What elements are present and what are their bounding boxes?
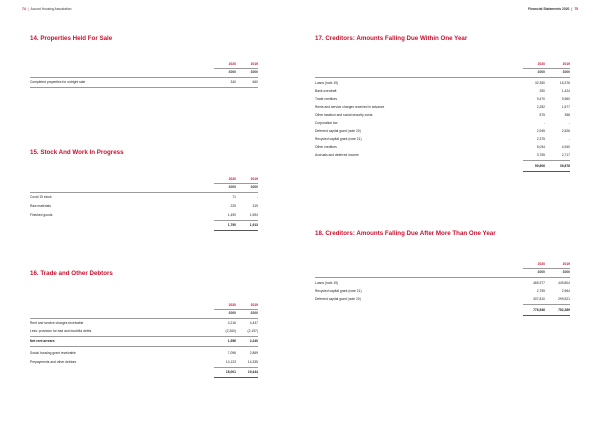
note15-table <box>30 175 258 235</box>
note16-heading: 16. Trade and Other Debtors <box>30 270 113 277</box>
note18-table <box>315 260 570 330</box>
total-row: 59,606 39,878 <box>534 164 570 168</box>
note18-heading: 18. Creditors: Amounts Falling Due After More Than One Year <box>315 230 496 237</box>
table-row: Finished goods 1,490 1,594 <box>30 213 258 217</box>
unit-row: £000 £000 <box>228 311 258 315</box>
year-row: 2020 2019 <box>228 177 258 181</box>
note17-table <box>315 60 570 196</box>
total-row: 18,001 19,444 <box>225 370 258 374</box>
document-title: Financial Statements 2020 <box>528 7 570 11</box>
note17-heading: 17. Creditors: Amounts Falling Due Within One Year <box>315 35 468 42</box>
total-row: 776,546 752,289 <box>533 308 570 312</box>
table-row: Other taxation and social security costs 875 358 <box>315 113 570 117</box>
table-row: Deferred capital grant (note 20) 307,810 299,521 <box>315 297 570 301</box>
table-row: Rents and service charges received in advance 2,252 1,577 <box>315 105 570 109</box>
year-row: 2020 2019 <box>228 62 258 66</box>
unit-row: £000 £000 <box>537 270 570 274</box>
table-row: Completed properties for outright sale 340 660 <box>30 80 258 84</box>
table-row: Covid 19 stock 71 - <box>30 195 258 199</box>
page-number-left: 74 <box>22 7 26 11</box>
table-row: Recycled capital grant (note 21) 2,759 2,964 <box>315 289 570 293</box>
page-number-right: 75 <box>574 7 578 11</box>
table-row: Prepayments and other debtors 14,123 14,335 <box>30 360 258 364</box>
year-row: 2020 2019 <box>537 62 570 66</box>
table-row: Bank overdraft 250 1,424 <box>315 89 570 93</box>
table-row: Social housing grant receivable 7,096 2,869 <box>30 351 258 355</box>
running-header-left: 74 | Accord Housing Association <box>22 7 72 11</box>
table-row: Trade creditors 9,470 9,960 <box>315 97 570 101</box>
table-row: Deferred capital grant (note 20) 2,945 2,526 <box>315 129 570 133</box>
table-row: Recycled capital grant (note 21) 2,375 - <box>315 137 570 141</box>
table-row: Loans (note 19) 32,350 16,376 <box>315 81 570 85</box>
year-row: 2020 2019 <box>228 303 258 307</box>
unit-row: £000 £000 <box>537 70 570 74</box>
table-row: Accruals and deferred income 3,755 2,717 <box>315 153 570 157</box>
table-row: Other creditors 5,034 4,940 <box>315 145 570 149</box>
running-header-right: Financial Statements 2020 | 75 <box>528 7 578 11</box>
net-rent-arrears-row: Net rent arrears 1,956 2,240 <box>30 339 258 343</box>
note16-table <box>30 301 258 391</box>
table-row: Loans (note 19) 465,977 449,804 <box>315 281 570 285</box>
table-row: Raw materials 229 319 <box>30 204 258 208</box>
table-row: Rent and service charges receivable 4,216 4,437 <box>30 321 258 325</box>
note14-table <box>30 60 258 96</box>
year-row: 2020 2019 <box>537 262 570 266</box>
table-row: Corporation tax - - <box>315 121 570 125</box>
organisation-name: Accord Housing Association <box>30 7 72 11</box>
table-row: Less: provision for bad and doubtful debts (2,260) (2,197) <box>30 329 258 333</box>
note14-heading: 14. Properties Held For Sale <box>30 35 113 42</box>
note15-heading: 15. Stock And Work In Progress <box>30 149 124 156</box>
total-row: 1,790 1,913 <box>227 223 258 227</box>
unit-row: £000 £000 <box>228 70 258 74</box>
unit-row: £000 £000 <box>228 185 258 189</box>
